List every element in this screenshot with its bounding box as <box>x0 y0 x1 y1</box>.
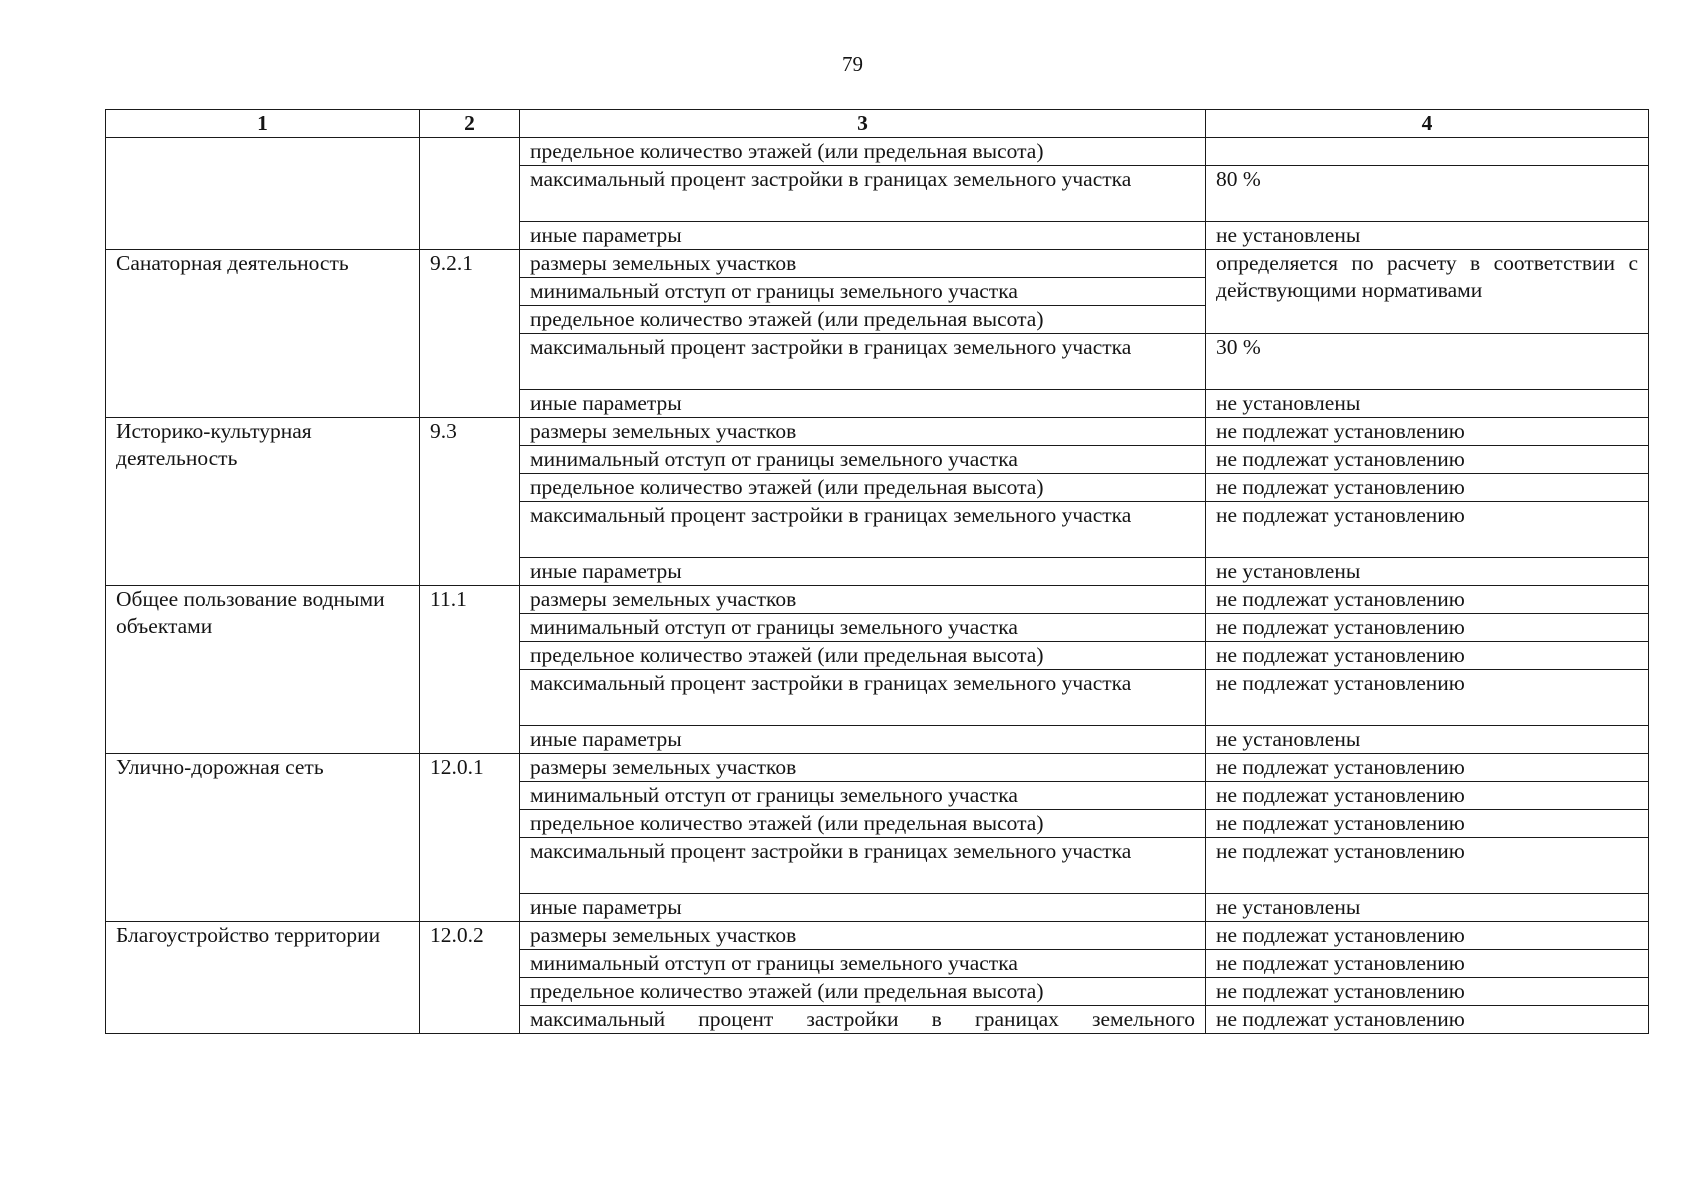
value-cell: не подлежат установлению <box>1206 978 1649 1006</box>
param-cell: иные параметры <box>520 894 1206 922</box>
param-cell: предельное количество этажей (или предельная высота) <box>520 474 1206 502</box>
param-cell: размеры земельных участков <box>520 922 1206 950</box>
param-cell: максимальный процент застройки в границах земельного участка <box>520 166 1206 222</box>
value-cell: не подлежат установлению <box>1206 810 1649 838</box>
table-row <box>106 586 1649 614</box>
param-cell: предельное количество этажей (или предельная высота) <box>520 810 1206 838</box>
table-header-row <box>106 110 1649 138</box>
param-cell: иные параметры <box>520 222 1206 250</box>
column-header-1: 1 <box>106 110 420 138</box>
param-cell: предельное количество этажей (или предельная высота) <box>520 978 1206 1006</box>
continuation-name-cell <box>106 138 420 250</box>
value-cell: не подлежат установлению <box>1206 502 1649 558</box>
value-cell: 80 % <box>1206 166 1649 222</box>
value-cell: не подлежат установлению <box>1206 670 1649 726</box>
param-cell: предельное количество этажей (или предельная высота) <box>520 138 1206 166</box>
value-cell: не подлежат установлению <box>1206 614 1649 642</box>
value-cell: не подлежат установлению <box>1206 754 1649 782</box>
page-number: 79 <box>842 52 863 76</box>
param-cell: предельное количество этажей (или предельная высота) <box>520 306 1206 334</box>
land-use-code-cell: 9.2.1 <box>420 250 520 418</box>
param-cell: максимальный процент застройки в границах земельного участка <box>520 838 1206 894</box>
land-use-code-cell: 12.0.2 <box>420 922 520 1034</box>
value-cell: 30 % <box>1206 334 1649 390</box>
value-cell: не установлены <box>1206 222 1649 250</box>
param-cell: максимальный процент застройки в границах земельного <box>520 1006 1206 1034</box>
param-cell: размеры земельных участков <box>520 586 1206 614</box>
value-cell: не подлежат установлению <box>1206 586 1649 614</box>
param-cell: размеры земельных участков <box>520 754 1206 782</box>
land-use-name-cell: Благоустройство территории <box>106 922 420 1034</box>
column-header-4: 4 <box>1206 110 1649 138</box>
value-cell: не подлежат установлению <box>1206 418 1649 446</box>
table-row <box>106 138 1649 166</box>
land-use-parameters-table <box>105 109 1649 1034</box>
value-cell: не подлежат установлению <box>1206 1006 1649 1034</box>
land-use-code-cell: 9.3 <box>420 418 520 586</box>
param-cell: минимальный отступ от границы земельного участка <box>520 950 1206 978</box>
land-use-name-cell: Общее пользование водными объектами <box>106 586 420 754</box>
value-cell: не установлены <box>1206 726 1649 754</box>
value-cell: не подлежат установлению <box>1206 950 1649 978</box>
param-cell: иные параметры <box>520 390 1206 418</box>
param-cell: иные параметры <box>520 726 1206 754</box>
land-use-name-cell: Улично-дорожная сеть <box>106 754 420 922</box>
column-header-2: 2 <box>420 110 520 138</box>
param-cell: минимальный отступ от границы земельного участка <box>520 782 1206 810</box>
value-cell: не установлены <box>1206 558 1649 586</box>
column-header-3: 3 <box>520 110 1206 138</box>
value-cell: не подлежат установлению <box>1206 838 1649 894</box>
land-use-name-cell: Историко-культурная деятельность <box>106 418 420 586</box>
param-cell: размеры земельных участков <box>520 418 1206 446</box>
param-cell: максимальный процент застройки в границах земельного участка <box>520 502 1206 558</box>
continuation-code-cell <box>420 138 520 250</box>
param-cell: минимальный отступ от границы земельного участка <box>520 614 1206 642</box>
value-cell: не подлежат установлению <box>1206 446 1649 474</box>
param-cell: предельное количество этажей (или предельная высота) <box>520 642 1206 670</box>
value-cell: не подлежат установлению <box>1206 922 1649 950</box>
param-cell: минимальный отступ от границы земельного участка <box>520 446 1206 474</box>
param-cell: максимальный процент застройки в границах земельного участка <box>520 670 1206 726</box>
value-cell: не подлежат установлению <box>1206 642 1649 670</box>
land-use-code-cell: 11.1 <box>420 586 520 754</box>
value-cell: не установлены <box>1206 390 1649 418</box>
value-cell <box>1206 138 1649 166</box>
table-row <box>106 250 1649 278</box>
land-use-name-cell: Санаторная деятельность <box>106 250 420 418</box>
table-row <box>106 754 1649 782</box>
merged-value-cell: определяется по расчету в соответствии с действующими нормативами <box>1206 250 1649 334</box>
param-cell: максимальный процент застройки в границах земельного участка <box>520 334 1206 390</box>
param-cell: иные параметры <box>520 558 1206 586</box>
land-use-code-cell: 12.0.1 <box>420 754 520 922</box>
param-cell: минимальный отступ от границы земельного участка <box>520 278 1206 306</box>
table-row <box>106 418 1649 446</box>
value-cell: не подлежат установлению <box>1206 474 1649 502</box>
value-cell: не установлены <box>1206 894 1649 922</box>
param-cell: размеры земельных участков <box>520 250 1206 278</box>
table-row <box>106 922 1649 950</box>
value-cell: не подлежат установлению <box>1206 782 1649 810</box>
